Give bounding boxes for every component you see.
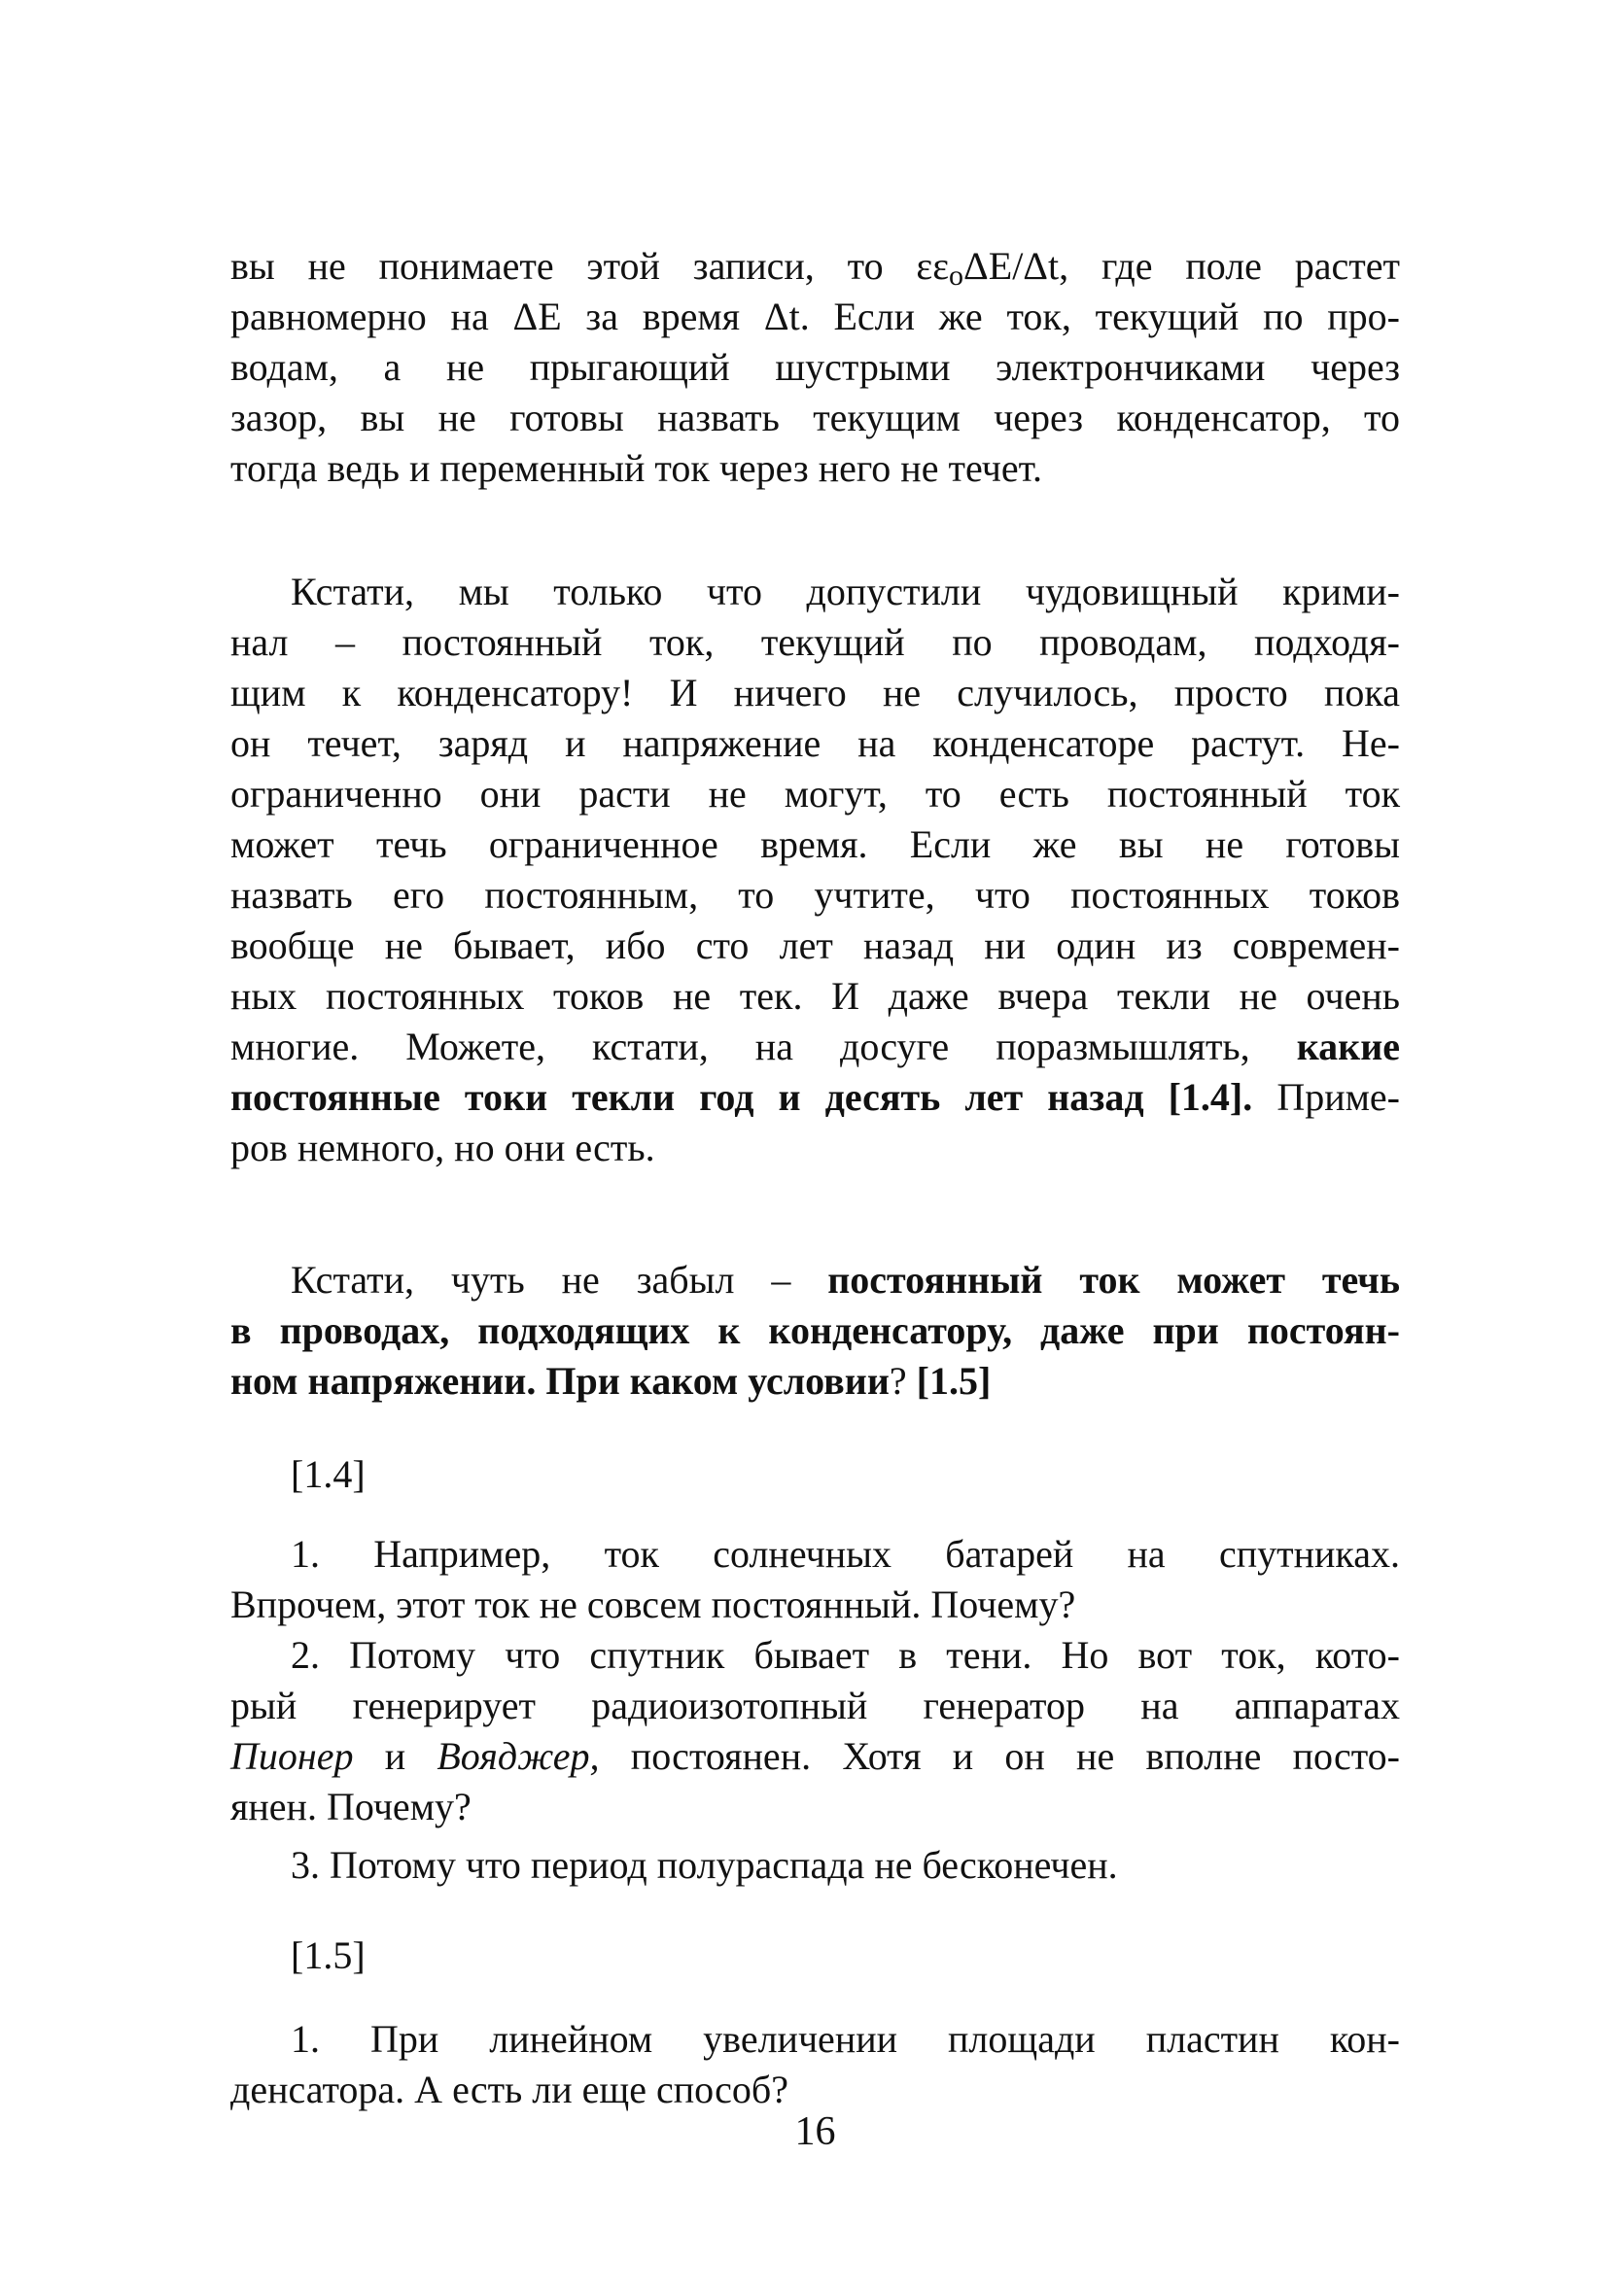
book-page (230, 0, 1400, 2296)
ans14-item2-line-3: Пионер и Вояджер, постоянен. Хотя и он не вполне посто- (230, 1734, 1401, 1778)
p1-line-1: вы не понимаете этой записи, то $\varepsilon\varepsilon_o\Delta E/\Delta t$, где поле растет (230, 244, 1400, 292)
p2-line-8: вообще не бывает, ибо сто лет назад ни один из современ- (230, 923, 1400, 967)
p2-line-6: может течь ограниченное время. Если же вы не готовы (230, 822, 1400, 866)
answer-label-1-5: [1.5] (291, 1933, 366, 1977)
ans14-item1-line-1: 1. Например, ток солнечных батарей на спутниках. (291, 1532, 1400, 1576)
p2-line-10: многие. Можете, кстати, на досуге поразмышлять, какие (230, 1025, 1400, 1068)
p2-line-3: щим к конденсатору! И ничего не случилось, просто пока (230, 671, 1400, 714)
p2-line-12: ров немного, но они есть. (230, 1126, 655, 1169)
ans14-item2-line-2: рый генерирует радиоизотопный генератор на аппаратах (230, 1684, 1400, 1727)
page-number: 16 (794, 2109, 836, 2154)
p2-line-7: назвать его постоянным, то учтите, что постоянных токов (230, 873, 1400, 917)
p2-line-11: постоянные токи текли год и десять лет назад [1.4]. Приме- (230, 1075, 1400, 1119)
p1-line-5: тогда ведь и переменный ток через него не течет. (230, 446, 1043, 490)
p3-line-2: в проводах, подходящих к конденсатору, даже при постоян- (230, 1308, 1400, 1352)
p3-line-1: Кстати, чуть не забыл – постоянный ток может течь (291, 1258, 1400, 1302)
answer-label-1-4: [1.4] (291, 1452, 366, 1496)
ans14-item1-line-2: Впрочем, этот ток не совсем постоянный. Почему? (230, 1583, 1076, 1626)
p2-line-9: ных постоянных токов не тек. И даже вчера текли не очень (230, 974, 1400, 1018)
ans14-item2-line-4: янен. Почему? (230, 1785, 472, 1828)
p1-line-4: зазор, вы не готовы назвать текущим через конденсатор, то (230, 396, 1400, 439)
p2-line-1: Кстати, мы только что допустили чудовищный крими- (291, 570, 1400, 613)
p3-line-3: ном напряжении. При каком условии? [1.5] (230, 1359, 992, 1403)
ans14-item2-line-1: 2. Потому что спутник бывает в тени. Но вот ток, кото- (291, 1633, 1400, 1677)
p2-line-5: ограниченно они расти не могут, то есть постоянный ток (230, 772, 1400, 816)
p1-line-3: водам, а не прыгающий шустрыми электрончиками через (230, 345, 1400, 389)
p2-line-4: он течет, заряд и напряжение на конденсаторе растут. Не- (230, 721, 1400, 765)
ans15-item1-line-2: денсатора. А есть ли еще способ? (230, 2068, 788, 2111)
p2-line-2: нал – постоянный ток, текущий по проводам, подходя- (230, 620, 1400, 664)
ans14-item3-line-1: 3. Потому что период полураспада не бесконечен. (291, 1843, 1118, 1887)
p1-line-2: равномерно на ΔE за время Δt. Если же ток, текущий по про- (230, 295, 1400, 338)
ans15-item1-line-1: 1. При линейном увеличении площади пластин кон- (291, 2017, 1400, 2061)
